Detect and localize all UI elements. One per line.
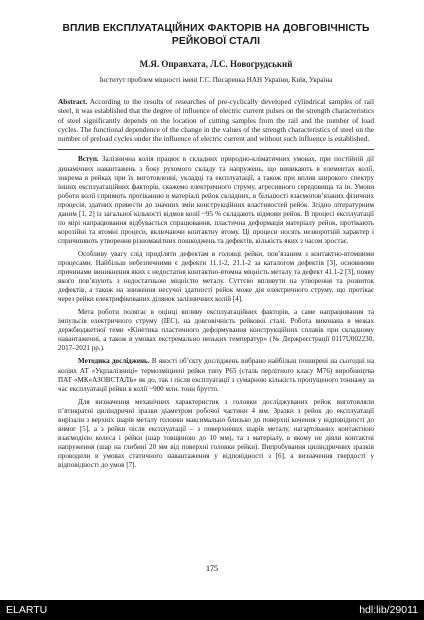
paragraph-samples <box>58 398 374 470</box>
paragraph-goal <box>58 308 374 353</box>
paragraph-intro <box>58 155 374 245</box>
paragraph-method <box>58 357 374 393</box>
repository-name: ELARTU <box>6 604 48 616</box>
paper-affiliation: Інститут проблем міцності імені Г.С. Писаренка НАН України, Київ, Україна <box>99 76 333 84</box>
paragraph-text: Залізнична колія працює в складних природно-кліматичних умовах, при постійній дії динамічних навантажень з боку рухомого складу та напружень, що виникають в елементах колії, зокрема в рейках при їх виготовленні, укладці та експлуатації, а також при вплив широкого спектру інших експлуатаційних факторів, скажемо електричного струму, агресивного середовища та ін. Умови роботи колії сприяють протіканню в матеріалі рейок складних, в більшості взаємопов’язаних фізичних процесів, здатних привести до значних змін конструкційних властивостей рейок. Згідно літературним даним [1, 2] із загальної кількості відмов колії ~95 % складають відмови рейок. В процесі експлуатації по мірі напрацювання відбувається спрацювання, пластична деформація матеріалу рейок, протікають корозійні та втомні процеси, включаючи контактну втому. Ці процеси носять незворотній характер і спричиняють утворення різноманітних пошкоджень та дефектів, кількість яких з часом зростає. <box>58 155 374 245</box>
paragraph-text: Особливу увагу слід приділяти дефектам в головці рейки, пов’язаним з контактно-втомними процесами. Найбільш небезпечними є дефекти 11.1-2, 21.1-2 за каталогом дефектів [3], основними причинами виникнення яких є недостатня контактно-втомна міцність металу та дефект 41.1-2 [3], появу якого пов’язують з недостатньою міцністю металу. Суттєво впливути на утворення та розвиток дефектів, а також на зниження несучої здатності рейок може дія електричного струму, що протікає через рейки електрифікованих ділянок залізничних колій [4]. <box>58 249 374 304</box>
repository-footer-bar <box>0 600 424 620</box>
section-label-intro: Вступ. <box>78 155 99 164</box>
paragraph-text: Мета роботи полягає в оцінці впливу експлуатаційних факторів, а саме напрацювання та імпульсів електричного струму (ІЕС), на довговічність рейкової сталі. Робота виконана в межах держбюджетної теми «Кінетика пластичного деформування конструкційних сплавів при складному навантаженні, а також в умовах екстремально низьких температур» (№ Держреєстрації 0117U002230, 2017–2021 рр.). <box>58 308 374 353</box>
section-label-method: Методика досліджень. <box>78 357 150 366</box>
handle-id: hdl:lib/29011 <box>359 604 418 616</box>
paragraph-text: Для визначення механічних характеристик з головки досліджуваних рейок виготовляли п’ятикратні циліндричні зразки діаметром робочої частини 4 мм. Зразки з рейок до експлуатації вирізали з верхніх шарів металу головки максимально близько до поверхні кочення у відповідності до вимог [5], а з рейки після експлуатації – з поверхневих шарів металу, нагартованих контактною взаємодією колеса і рейки (шар товщиною до 10 мм), та з матеріалу, в якому не діяли контактні напруження (шар на глибині 20 мм від поверхні головки рейки). Випробування циліндричних зразків проводили в умовах статичного навантаження у відповідності з [6], а визначення твердості у відповідності до умов [7]. <box>58 397 374 469</box>
page-number: 175 <box>206 564 218 573</box>
paragraph-defects <box>58 250 374 304</box>
paper-authors: М.Я. Оправхата, Л.С. Новогрудський <box>139 59 293 69</box>
paragraph-text: В якості об’єкту досліджень вибрано найбільш поширені на сьогодні на коліях АТ «Укрзалізниці» термозміцнені рейки типу Р65 (сталь перлітного класу М76) виробництва ПАТ «МК«АЗОВСТАЛЬ» як до, так і після експлуатації з сумарною кількість пропущеного тоннажу за час експлуатації рейки в колії ~900 млн. тонн брутто. <box>58 357 374 393</box>
abstract-text: According to the results of researches of pre-cyclically developed cylindrical samples of rail steel, it was established that the degree of influence of electric current pulses on the strength characteristics of steel significantly depends on the location of cutting samples from the rail and the number of load cycles. The functional dependence of the change in the values of the strength characteristics of steel on the number of preload cycles under the influence of electric current and without such influence is established. <box>58 97 374 144</box>
page-content <box>58 22 374 474</box>
abstract-label: Abstract. <box>58 97 88 106</box>
abstract <box>58 97 374 143</box>
separator-line <box>58 149 374 150</box>
paper-title: ВПЛИВ ЕКСПЛУАТАЦІЙНИХ ФАКТОРІВ НА ДОВГОВІЧНІСТЬ РЕЙКОВОЇ СТАЛІ <box>62 23 370 47</box>
